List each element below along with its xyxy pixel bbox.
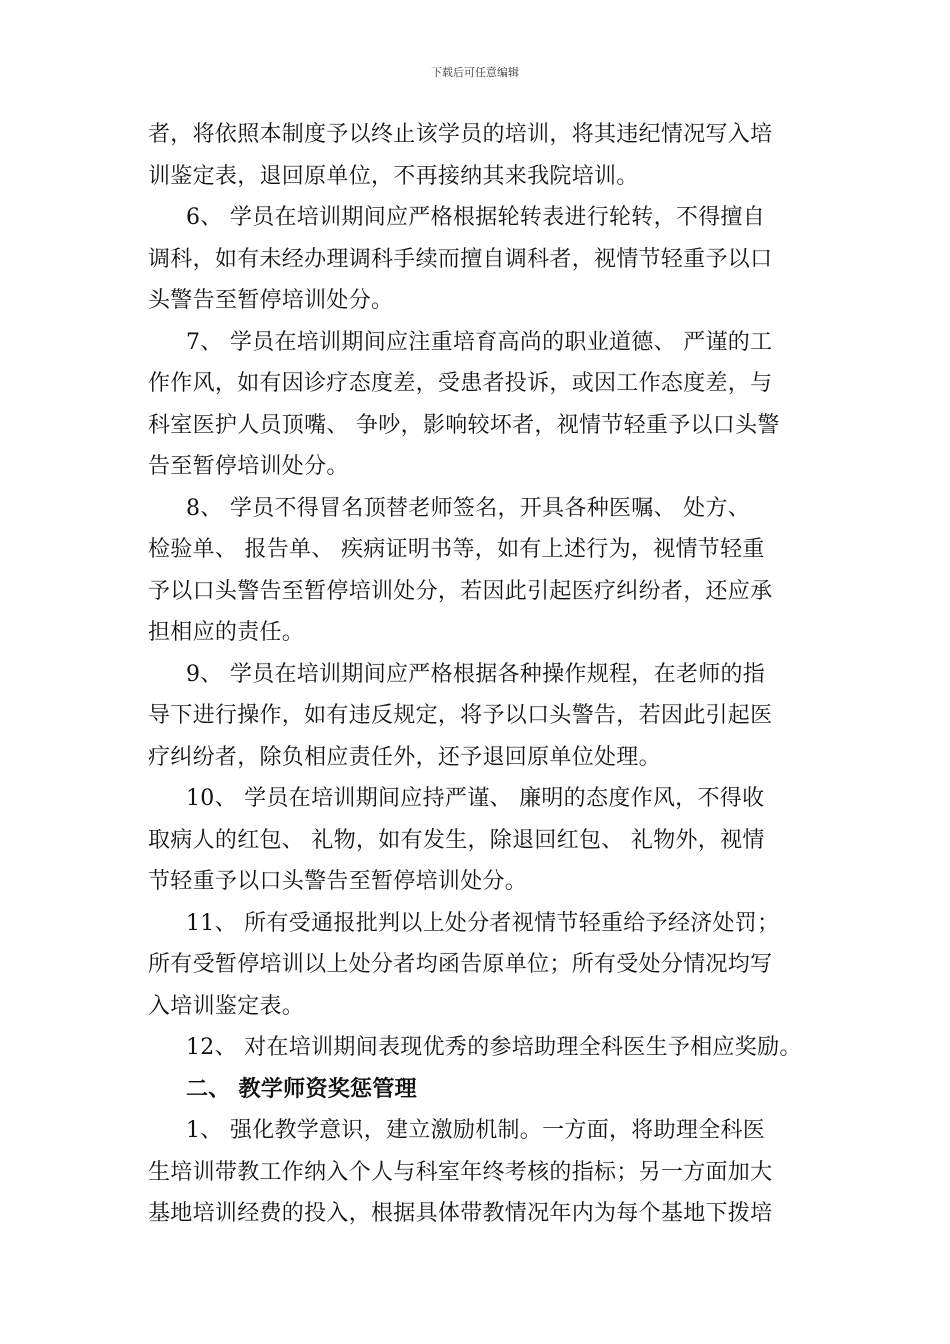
- text-line: 8、 学员不得冒名顶替老师签名，开具各种医嘱、 处方、: [186, 495, 751, 521]
- text-line: 1、 强化教学意识，建立激励机制。一方面，将助理全科医: [186, 1118, 766, 1143]
- text-line: 告至暂停培训处分。: [148, 454, 349, 479]
- text-line: 者，将依照本制度予以终止该学员的培训，将其违纪情况写入培: [148, 122, 773, 147]
- text-line: 12、 对在培训期间表现优秀的参培助理全科医生予相应奖励。: [186, 1035, 802, 1060]
- text-line: 6、 学员在培训期间应严格根据轮转表进行轮转，不得擅自: [186, 205, 766, 230]
- text-line: 调科，如有未经办理调科手续而擅自调科者，视情节轻重予以口: [148, 246, 773, 272]
- text-line: 头警告至暂停培训处分。: [148, 288, 394, 313]
- section-heading: 二、 教学师资奖惩管理: [186, 1075, 417, 1102]
- text-line: 检验单、 报告单、 疾病证明书等，如有上述行为，视情节轻重: [148, 537, 765, 562]
- text-line: 所有受暂停培训以上处分者均函告原单位；所有受处分情况均写: [148, 952, 773, 977]
- text-line: 生培训带教工作纳入个人与科室年终考核的指标；另一方面加大: [148, 1159, 773, 1185]
- document-body: [148, 114, 818, 1235]
- text-line: 予以口头警告至暂停培训处分，若因此引起医疗纠纷者，还应承: [148, 578, 773, 604]
- text-line: 11、 所有受通报批判以上处分者视情节轻重给予经济处罚；: [186, 910, 780, 936]
- text-line: 入培训鉴定表。: [148, 993, 305, 1019]
- text-line: 取病人的红包、 礼物，如有发生，除退回红包、 礼物外，视情: [148, 827, 765, 853]
- text-line: 训鉴定表，退回原单位，不再接纳其来我院培训。: [148, 163, 639, 189]
- text-line: 9、 学员在培训期间应严格根据各种操作规程，在老师的指: [186, 661, 766, 687]
- text-line: 基地培训经费的投入，根据具体带教情况年内为每个基地下拨培: [148, 1201, 773, 1226]
- text-line: 导下进行操作，如有违反规定，将予以口头警告，若因此引起医: [148, 703, 773, 728]
- text-line: 7、 学员在培训期间应注重培育高尚的职业道德、 严谨的工: [186, 329, 773, 355]
- text-line: 10、 学员在培训期间应持严谨、 廉明的态度作风，不得收: [186, 786, 765, 811]
- text-line: 疗纠纷者，除负相应责任外，还予退回原单位处理。: [148, 744, 661, 770]
- text-line: 担相应的责任。: [148, 620, 305, 645]
- text-line: 节轻重予以口头警告至暂停培训处分。: [148, 869, 528, 894]
- page-header: 下载后可任意编辑: [431, 66, 519, 79]
- text-line: 科室医护人员顶嘴、 争吵，影响较坏者，视情节轻重予以口头警: [148, 412, 780, 438]
- text-line: 作作风，如有因诊疗态度差，受患者投诉，或因工作态度差，与: [148, 371, 773, 396]
